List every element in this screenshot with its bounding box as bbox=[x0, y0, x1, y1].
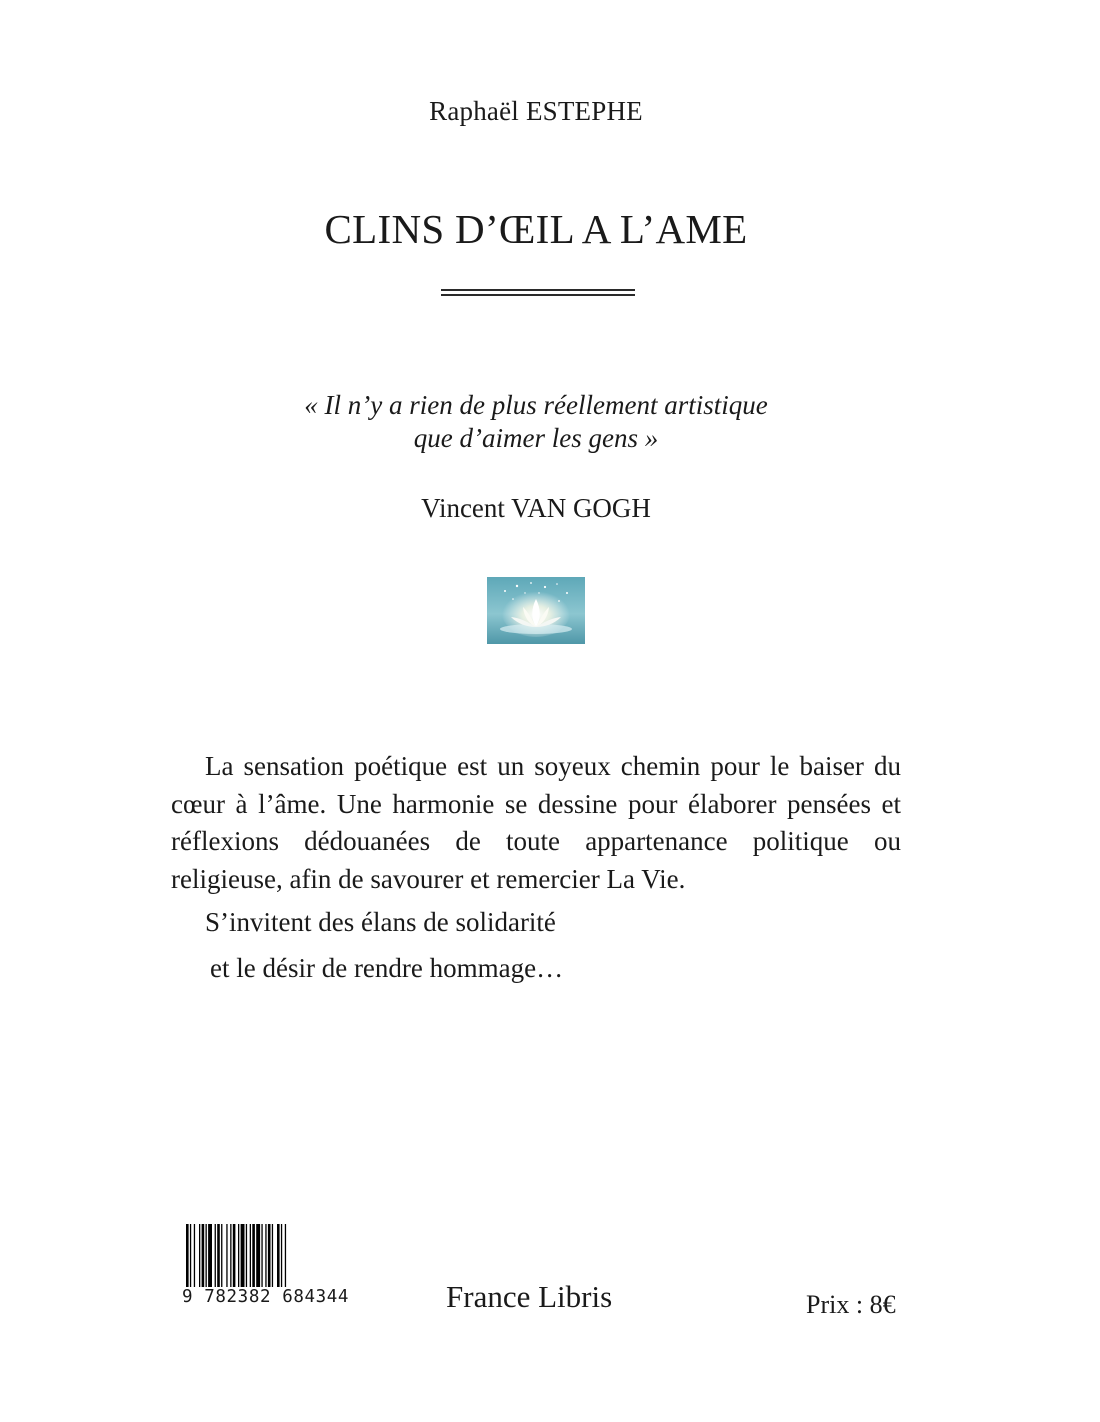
quote-author: Vincent VAN GOGH bbox=[421, 493, 651, 523]
blurb-paragraph: La sensation poétique est un soyeux chemin pour le baiser du cœur à l’âme. Une harmonie se dessine pour élaborer pensées et réflexions dédouanées de toute appartenance politique ou religieuse, afin de savourer et remercier La Vie. bbox=[171, 751, 901, 894]
title-divider-top bbox=[441, 289, 635, 291]
quote-line-1: « Il n’y a rien de plus réellement artistique bbox=[304, 390, 768, 420]
quote-line-2: que d’aimer les gens » bbox=[413, 423, 659, 453]
blurb-line-3: et le désir de rendre hommage… bbox=[210, 952, 564, 983]
blurb-line-2: S’invitent des élans de solidarité bbox=[205, 907, 556, 937]
book-author: Raphaël ESTEPHE bbox=[429, 96, 643, 126]
book-title: CLINS D’ŒIL A L’AME bbox=[324, 206, 748, 252]
publisher-name: France Libris bbox=[446, 1279, 613, 1314]
book-price: Prix : 8€ bbox=[806, 1290, 896, 1319]
title-divider-bottom bbox=[441, 294, 635, 296]
isbn-number: 9 782382 684344 bbox=[180, 1287, 357, 1307]
epigraph-quote bbox=[0, 389, 1072, 455]
lotus-image bbox=[487, 577, 585, 644]
back-cover-blurb bbox=[171, 748, 901, 987]
